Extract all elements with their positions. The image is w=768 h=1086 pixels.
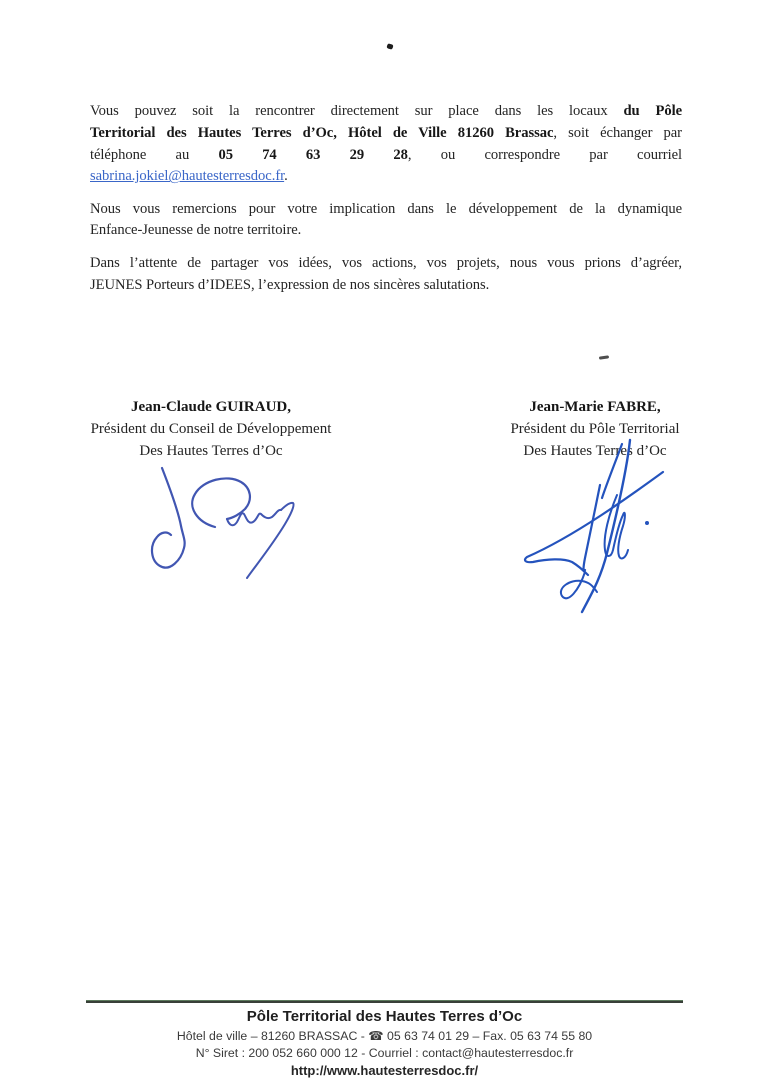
- body-line: [90, 123, 682, 145]
- body-line: [90, 220, 682, 242]
- footer-address-text: Hôtel de ville – 81260 BRASSAC -: [176, 1029, 369, 1044]
- body-text: Nous vous remercions pour votre implication dans le développement de la dynamique: [90, 200, 682, 217]
- body-text: JEUNES Porteurs d’IDEES, l’expression de nos sincères salutations.: [90, 276, 490, 293]
- pen-dot: [645, 521, 649, 525]
- body-text-bold: Territorial des Hautes Terres d’Oc, Hôtel de Ville 81260 Brassac: [90, 124, 554, 141]
- body-text: .: [284, 168, 288, 185]
- signatory-title: Des Hautes Terres d’Oc: [139, 443, 283, 459]
- scan-speck: [386, 43, 393, 50]
- body-line: [90, 101, 682, 123]
- signatory-title: Des Hautes Terres d’Oc: [523, 443, 667, 459]
- body-line: [90, 199, 682, 221]
- letter-footer: [86, 1000, 683, 1079]
- footer-website: http://www.hautesterresdoc.fr/: [290, 1063, 479, 1079]
- letter-body: [90, 101, 682, 307]
- paragraph-thanks: [90, 199, 682, 243]
- footer-org-name: Pôle Territorial des Hautes Terres d’Oc: [246, 1008, 523, 1026]
- signatory-name: Jean-Claude GUIRAUD,: [130, 399, 291, 415]
- signatory-block-left: [56, 396, 366, 462]
- footer-phone-fax-text: 05 63 74 01 29 – Fax. 05 63 74 55 80: [383, 1029, 593, 1044]
- body-text: Dans l’attente de partager vos idées, vos actions, vos projets, nous vous prions d’agréer,: [90, 254, 682, 271]
- paragraph-closing: [90, 253, 682, 297]
- footer-siret-line: N° Siret : 200 052 660 000 12 - Courriel : contact@hautesterresdoc.fr: [195, 1046, 574, 1061]
- signatory-name: Jean-Marie FABRE,: [529, 399, 661, 415]
- paragraph-contact-info: [90, 101, 682, 188]
- body-line: [90, 253, 682, 275]
- signature-fabre: [515, 438, 675, 618]
- scan-speck: [599, 355, 609, 359]
- body-text: Enfance-Jeunesse de notre territoire.: [90, 222, 302, 239]
- body-text: téléphone au: [90, 146, 219, 163]
- phone-number: 05 74 63 29 28: [218, 146, 408, 163]
- body-text: , ou correspondre par courriel: [407, 146, 683, 163]
- signatory-title: Président du Pôle Territorial: [510, 421, 680, 437]
- footer-rule: [86, 1000, 683, 1003]
- body-text: , soit échanger par: [553, 124, 682, 141]
- body-line: [90, 166, 682, 188]
- signatory-title: Président du Conseil de Développement: [90, 421, 332, 437]
- body-text: Vous pouvez soit la rencontrer directement sur place dans les locaux: [90, 103, 624, 119]
- footer-address-line: [86, 1029, 683, 1045]
- phone-icon: ☎: [368, 1029, 384, 1044]
- signature-guiraud: [145, 462, 305, 587]
- email-link[interactable]: sabrina.jokiel@hautesterresdoc.fr: [90, 168, 285, 185]
- body-line: [90, 275, 682, 297]
- signatory-block-right: [462, 396, 728, 462]
- body-text-bold: du Pôle: [623, 103, 682, 119]
- body-line: [90, 145, 682, 167]
